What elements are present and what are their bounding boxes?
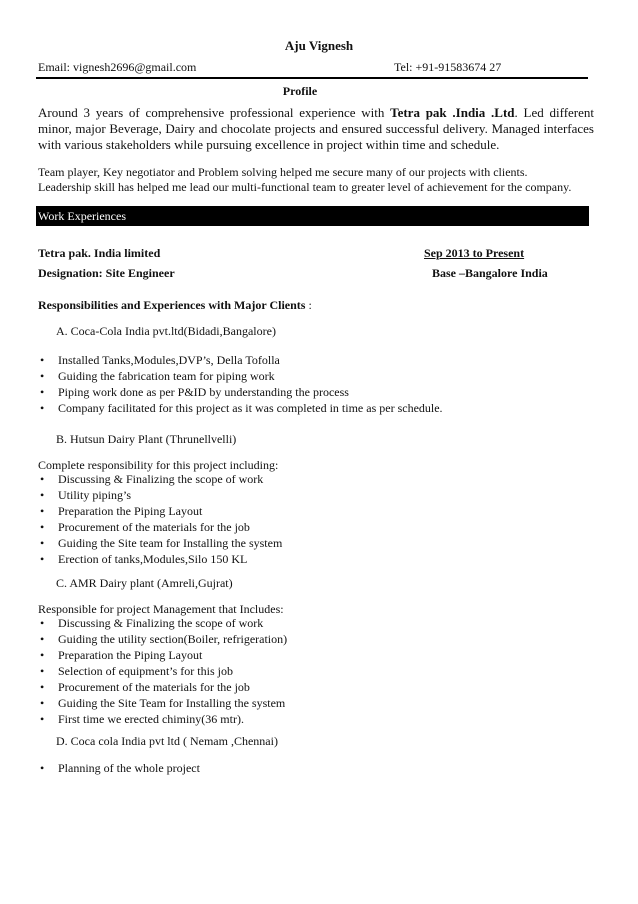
bullet-icon: • [40, 385, 45, 399]
bullet-icon: • [40, 369, 45, 383]
profile-line-teamwork: Team player, Key negotiator and Problem solving helped me secure many of our projects with clients. [38, 165, 528, 179]
bullet-icon: • [40, 504, 45, 518]
profile-summary [38, 105, 594, 153]
summary-rest: . Led different minor, major Beverage, Dairy and chocolate projects and ensured successful delivery. Managed interfaces with various stakeholders while pursuing excellence in project within time and schedule. [38, 105, 595, 152]
bullet-icon: • [40, 696, 45, 710]
list-item: • Preparation the Piping Layout [40, 648, 203, 662]
project-d-title: D. Coca cola India pvt ltd ( Nemam ,Chennai) [56, 734, 278, 748]
bullet-icon: • [40, 488, 45, 502]
summary-intro: Around 3 years of comprehensive professional experience with [38, 105, 391, 120]
list-item: • Discussing & Finalizing the scope of work [40, 616, 264, 630]
project-b-intro: Complete responsibility for this project including: [38, 458, 279, 472]
bullet-icon: • [40, 648, 45, 662]
list-item: • Piping work done as per P&ID by understanding the process [40, 385, 349, 399]
designation: Designation: Site Engineer [38, 266, 175, 280]
list-item: • Planning of the whole project [40, 761, 200, 775]
list-item: • First time we erected chiminy(36 mtr). [40, 712, 244, 726]
project-d-list [38, 760, 200, 776]
list-item: • Company facilitated for this project as it was completed in time as per schedule. [40, 401, 443, 415]
bullet-icon: • [40, 401, 45, 415]
list-item: • Guiding the fabrication team for piping work [40, 369, 275, 383]
project-c-intro: Responsible for project Management that Includes: [38, 602, 284, 616]
phone-text: Tel: +91-91583674 27 [394, 60, 502, 74]
bullet-icon: • [40, 761, 45, 775]
list-item: • Discussing & Finalizing the scope of work [40, 472, 264, 486]
responsibilities-heading [38, 298, 312, 313]
bullet-icon: • [40, 680, 45, 694]
project-b-title: B. Hutsun Dairy Plant (Thrunellvelli) [56, 432, 237, 446]
email-text: Email: vignesh2696@gmail.com [38, 60, 197, 74]
project-c-title: C. AMR Dairy plant (Amreli,Gujrat) [56, 576, 233, 590]
profile-heading: Profile [282, 84, 318, 98]
list-item: • Procurement of the materials for the job [40, 520, 250, 534]
list-item: • Preparation the Piping Layout [40, 504, 203, 518]
profile-line-leadership: Leadership skill has helped me lead our multi-functional team to greater level of achievement for the company. [38, 180, 572, 194]
responsibilities-label: Responsibilities and Experiences with Major Clients [38, 298, 306, 312]
bullet-icon: • [40, 632, 45, 646]
company-name: Tetra pak. India limited [38, 246, 161, 260]
summary-company: Tetra pak .India .Ltd [390, 105, 515, 120]
bullet-icon: • [40, 616, 45, 630]
bullet-icon: • [40, 353, 45, 367]
list-item: • Installed Tanks,Modules,DVP’s, Della Tofolla [40, 353, 280, 367]
bullet-icon: • [40, 472, 45, 486]
header-divider [36, 77, 588, 79]
project-c-list [38, 615, 287, 727]
project-a-list [38, 352, 443, 416]
list-item: • Procurement of the materials for the job [40, 680, 250, 694]
list-item: • Selection of equipment’s for this job [40, 664, 233, 678]
project-a-title: A. Coca-Cola India pvt.ltd(Bidadi,Bangalore) [56, 324, 276, 338]
employment-period: Sep 2013 to Present [424, 246, 525, 260]
list-item: • Guiding the Site Team for Installing the system [40, 696, 286, 710]
candidate-name: Aju Vignesh [284, 38, 354, 53]
bullet-icon: • [40, 520, 45, 534]
bullet-icon: • [40, 536, 45, 550]
section-title-work: Work Experiences [38, 209, 126, 223]
responsibilities-colon: : [305, 298, 312, 312]
project-b-list [38, 471, 282, 567]
bullet-icon: • [40, 664, 45, 678]
bullet-icon: • [40, 552, 45, 566]
list-item: • Utility piping’s [40, 488, 132, 502]
list-item: • Erection of tanks,Modules,Silo 150 KL [40, 552, 248, 566]
section-bar-work [36, 206, 589, 226]
list-item: • Guiding the Site team for Installing the system [40, 536, 283, 550]
list-item: • Guiding the utility section(Boiler, refrigeration) [40, 632, 288, 646]
bullet-icon: • [40, 712, 45, 726]
base-location: Base –Bangalore India [432, 266, 548, 280]
